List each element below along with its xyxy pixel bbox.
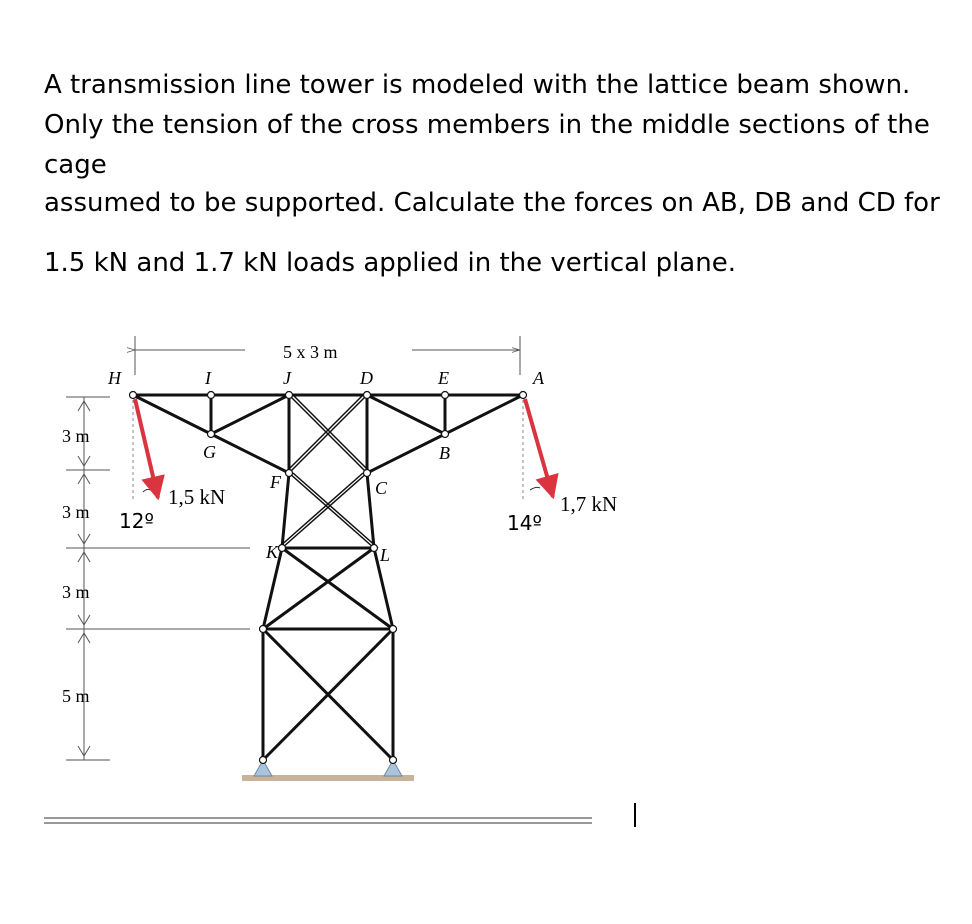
angle-arc-left bbox=[143, 489, 150, 492]
node-label-h: H bbox=[108, 368, 121, 388]
node-label-f: F bbox=[270, 472, 281, 492]
problem-line-4: assumed to be supported. Calculate the forces on AB, DB and CD for bbox=[44, 188, 940, 218]
height-label-1: 3 m bbox=[62, 426, 90, 446]
span-label: 5 x 3 m bbox=[283, 342, 338, 362]
node-label-c: C bbox=[375, 478, 388, 498]
node-label-j: J bbox=[283, 368, 291, 388]
problem-line-2: Only the tension of the cross members in the middle sections of the bbox=[44, 110, 930, 140]
load-right-value: 1,7 kN bbox=[560, 492, 618, 516]
problem-line-5: 1.5 kN and 1.7 kN loads applied in the vertical plane. bbox=[44, 248, 736, 278]
load-arrow-right bbox=[525, 399, 553, 497]
node-label-k: K bbox=[266, 542, 279, 562]
tower-members bbox=[133, 395, 523, 760]
cage-cross-members bbox=[263, 395, 393, 629]
answer-underline bbox=[44, 818, 592, 823]
load-arrow-left bbox=[135, 399, 158, 498]
node-label-d: D bbox=[360, 368, 373, 388]
joint-bl bbox=[260, 626, 267, 633]
height-label-3: 3 m bbox=[62, 582, 90, 602]
node-label-g: G bbox=[203, 442, 216, 462]
node-label-e: E bbox=[438, 368, 449, 388]
joint-j bbox=[286, 392, 293, 399]
problem-line-3: cage bbox=[44, 150, 107, 180]
angle-arc-right bbox=[530, 487, 540, 490]
node-label-b: B bbox=[439, 443, 450, 463]
joint-l bbox=[371, 545, 378, 552]
text-cursor bbox=[634, 803, 636, 827]
node-label-i: I bbox=[205, 368, 211, 388]
joint-d bbox=[364, 392, 371, 399]
joint-e bbox=[442, 392, 449, 399]
height-label-4: 5 m bbox=[62, 686, 90, 706]
joint-g bbox=[208, 431, 215, 438]
joint-i bbox=[208, 392, 215, 399]
joints bbox=[130, 392, 527, 633]
height-dimension bbox=[66, 397, 250, 760]
joint-a bbox=[520, 392, 527, 399]
load-left-angle: 12º bbox=[119, 509, 154, 533]
load-left-value: 1,5 kN bbox=[168, 485, 226, 509]
problem-line-1: A transmission line tower is modeled with the lattice beam shown. bbox=[44, 70, 911, 100]
joint-f bbox=[286, 470, 293, 477]
load-right-angle: 14º bbox=[507, 511, 542, 535]
joint-b bbox=[442, 431, 449, 438]
supports bbox=[254, 757, 402, 777]
height-label-2: 3 m bbox=[62, 502, 90, 522]
joint-c bbox=[364, 470, 371, 477]
joint-br bbox=[390, 626, 397, 633]
joint-h bbox=[130, 392, 137, 399]
node-label-l: L bbox=[380, 545, 391, 565]
joint-k bbox=[279, 545, 286, 552]
node-label-a: A bbox=[533, 368, 544, 388]
